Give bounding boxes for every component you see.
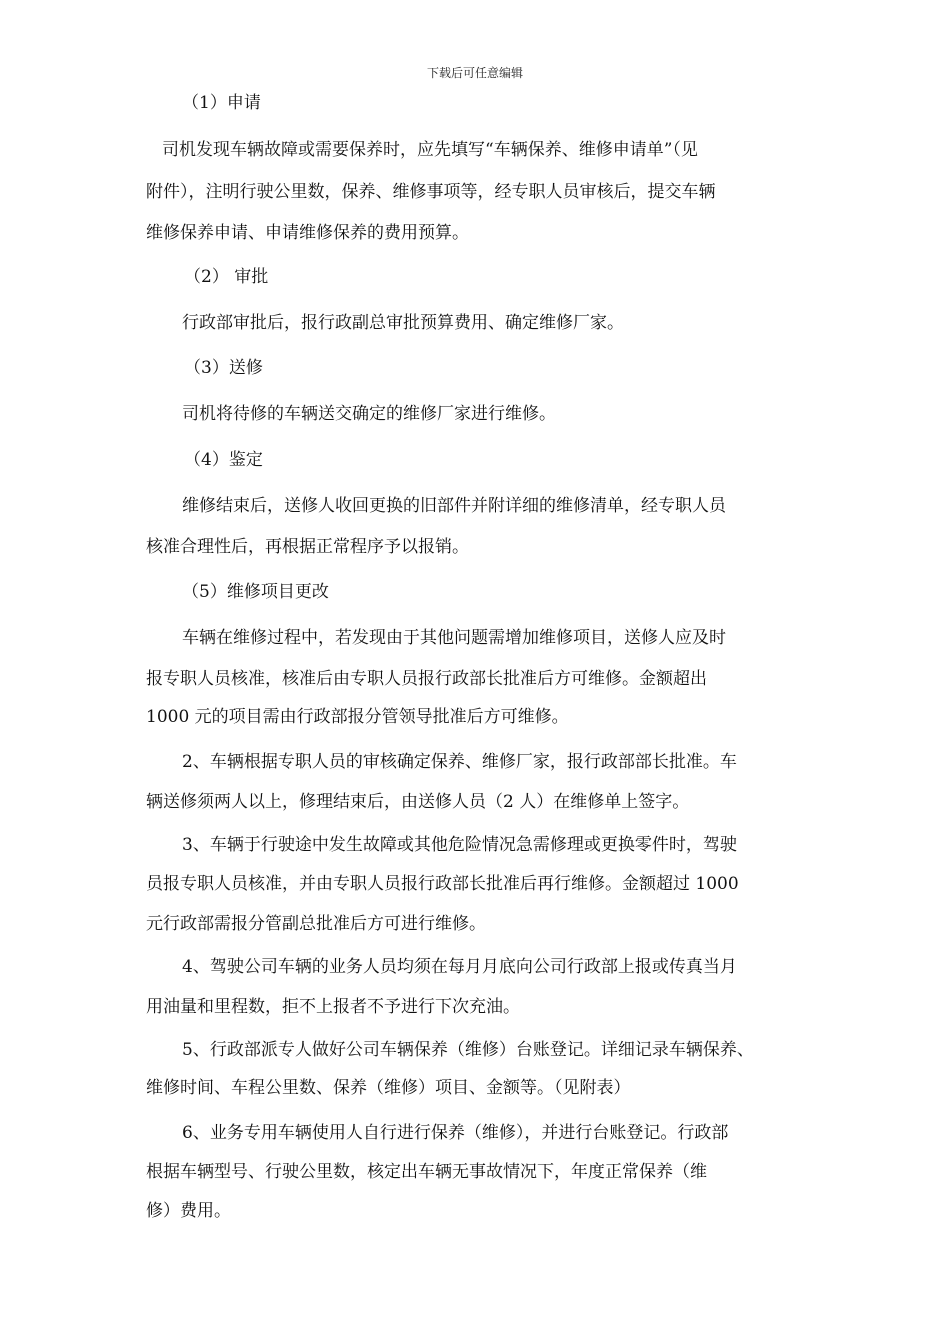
item-4-line: 用油量和里程数，拒不上报者不予进行下次充油。 bbox=[146, 997, 520, 1017]
paragraph-line: 司机发现车辆故障或需要保养时，应先填写“车辆保养、维修申请单”（见 bbox=[162, 140, 698, 160]
item-2-line: 2、车辆根据专职人员的审核确定保养、维修厂家，报行政部部长批准。车 bbox=[182, 752, 737, 772]
paragraph-line: 维修结束后，送修人收回更换的旧部件并附详细的维修清单，经专职人员 bbox=[182, 496, 726, 516]
section-heading-approval: （2） 审批 bbox=[184, 267, 269, 287]
paragraph-line: 司机将待修的车辆送交确定的维修厂家进行维修。 bbox=[182, 404, 556, 424]
item-2-line: 辆送修须两人以上，修理结束后，由送修人员（2 人）在维修单上签字。 bbox=[146, 792, 690, 812]
item-3-line: 3、车辆于行驶途中发生故障或其他危险情况急需修理或更换零件时，驾驶 bbox=[182, 835, 737, 855]
item-4-line: 4、驾驶公司车辆的业务人员均须在每月月底向公司行政部上报或传真当月 bbox=[182, 957, 737, 977]
item-5-line: 5、行政部派专人做好公司车辆保养（维修）台账登记。详细记录车辆保养、 bbox=[182, 1040, 754, 1060]
item-6-line: 根据车辆型号、行驶公里数，核定出车辆无事故情况下，年度正常保养（维 bbox=[146, 1162, 707, 1182]
paragraph-line: 附件），注明行驶公里数，保养、维修事项等，经专职人员审核后，提交车辆 bbox=[146, 182, 716, 202]
item-6-line: 修）费用。 bbox=[146, 1201, 231, 1221]
paragraph-line: 车辆在维修过程中，若发现由于其他问题需增加维修项目，送修人应及时 bbox=[182, 628, 726, 648]
paragraph-line: 维修保养申请、申请维修保养的费用预算。 bbox=[146, 223, 469, 243]
page-header: 下载后可任意编辑 bbox=[426, 66, 523, 80]
section-heading-application: （1）申请 bbox=[182, 93, 261, 113]
paragraph-line: 行政部审批后，报行政副总审批预算费用、确定维修厂家。 bbox=[182, 313, 624, 333]
section-heading-repair: （3）送修 bbox=[184, 358, 263, 378]
section-heading-appraisal: （4）鉴定 bbox=[184, 450, 263, 470]
section-heading-change: （5）维修项目更改 bbox=[182, 582, 329, 602]
item-3-line: 员报专职人员核准，并由专职人员报行政部长批准后再行维修。金额超过 1000 bbox=[146, 874, 739, 894]
paragraph-line: 报专职人员核准，核准后由专职人员报行政部长批准后方可维修。金额超出 bbox=[146, 669, 707, 689]
paragraph-line: 核准合理性后，再根据正常程序予以报销。 bbox=[146, 537, 469, 557]
item-5-line: 维修时间、车程公里数、保养（维修）项目、金额等。（见附表） bbox=[146, 1078, 631, 1098]
paragraph-line: 1000 元的项目需由行政部报分管领导批准后方可维修。 bbox=[146, 707, 569, 727]
item-3-line: 元行政部需报分管副总批准后方可进行维修。 bbox=[146, 914, 486, 934]
item-6-line: 6、业务专用车辆使用人自行进行保养（维修），并进行台账登记。行政部 bbox=[182, 1123, 729, 1143]
